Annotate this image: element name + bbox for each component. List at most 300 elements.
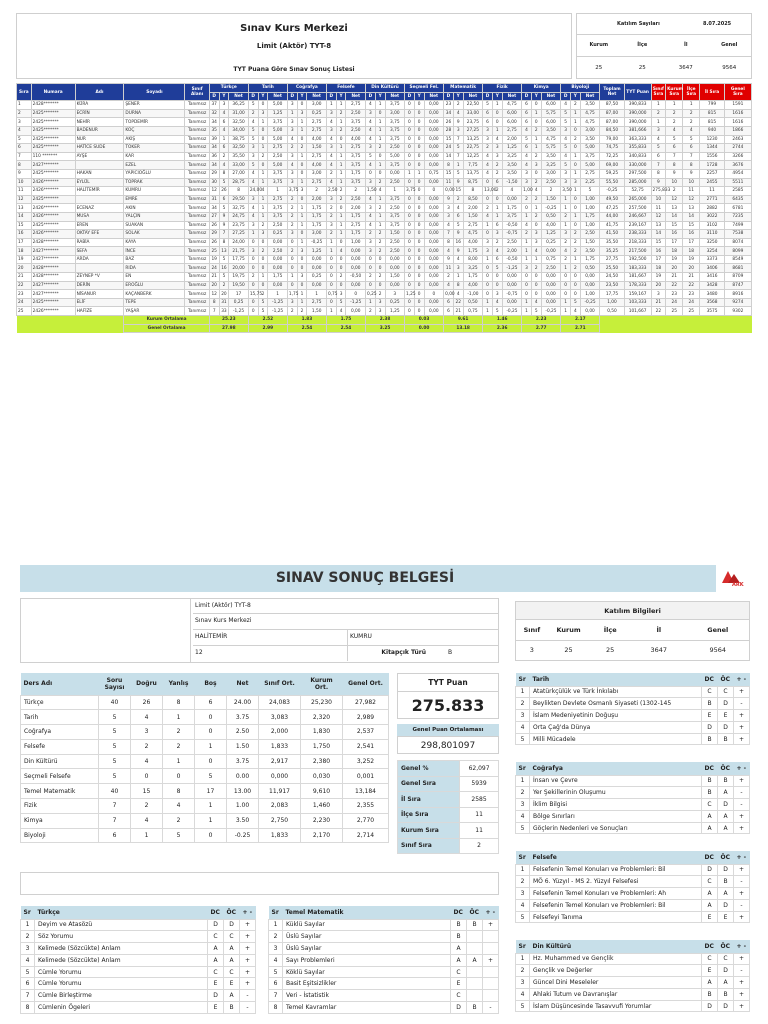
- table-cell: 2,50: [385, 144, 405, 153]
- results-cell: 8: [163, 695, 195, 710]
- table-cell: 3,50: [541, 152, 561, 161]
- table-cell: 0: [570, 126, 580, 135]
- table-cell: 5: [258, 298, 268, 307]
- table-cell: 1: [287, 273, 297, 282]
- results-cell: 6: [99, 828, 131, 843]
- table-cell: 11: [700, 187, 724, 196]
- table-cell: 0: [492, 118, 502, 127]
- topic-cell: A: [224, 954, 240, 966]
- topic-cell: 5: [21, 966, 35, 978]
- table-cell: 5: [219, 178, 229, 187]
- topic-cell: B: [702, 733, 718, 745]
- table-cell: 4: [248, 204, 258, 213]
- table-cell: HAKAN: [75, 169, 124, 178]
- topic-cell: Üslü Sayılar: [283, 943, 451, 955]
- table-cell: 9: [444, 255, 454, 264]
- results-cell: 1: [195, 799, 227, 814]
- table-cell: 0,00: [346, 281, 366, 290]
- table-cell: 0,00: [580, 273, 600, 282]
- table-cell: 1: [570, 212, 580, 221]
- table-cell: 6: [483, 109, 493, 118]
- table-cell: 3,00: [541, 169, 561, 178]
- table-cell: 1: [336, 101, 346, 110]
- table-cell: 1: [297, 126, 307, 135]
- table-cell: 0,00: [385, 255, 405, 264]
- table-cell: 5: [522, 135, 532, 144]
- table-cell: 1: [522, 298, 532, 307]
- table-cell: 1: [287, 109, 297, 118]
- table-cell: 23: [683, 290, 700, 299]
- table-cell: 0: [414, 264, 424, 273]
- table-cell: 0: [414, 273, 424, 282]
- table-cell: 0: [366, 281, 376, 290]
- table-cell: 0: [483, 273, 493, 282]
- table-cell: 4,75: [502, 101, 522, 110]
- tyt-score-value: 275.833: [397, 691, 499, 719]
- table-cell: 10: [651, 195, 666, 204]
- table-cell: 0,00: [502, 281, 522, 290]
- table-cell: 0: [570, 290, 580, 299]
- table-cell: 32,75: [229, 204, 249, 213]
- table-cell: 2,50: [346, 126, 366, 135]
- table-cell: 1: [336, 221, 346, 230]
- report-subtitle: TYT Puana Göre Sınav Sonuç Listesi: [233, 66, 355, 73]
- results-cell: 2: [163, 725, 195, 740]
- table-row: [17, 221, 752, 230]
- table-cell: 2425*******: [31, 126, 75, 135]
- results-cell: 2,083: [259, 799, 301, 814]
- table-cell: 1: [561, 307, 571, 316]
- table-cell: 11: [651, 204, 666, 213]
- table-cell: 0: [531, 118, 541, 127]
- results-cell: 5: [99, 725, 131, 740]
- table-cell: 2: [366, 230, 376, 239]
- table-cell: 8074: [724, 238, 751, 247]
- table-cell: 19: [17, 255, 32, 264]
- table-cell: 1,75: [346, 230, 366, 239]
- table-cell: 3,00: [307, 230, 327, 239]
- topic-cell: Atatürkçülük ve Türk İnkılabı: [530, 686, 702, 698]
- topic-cell: C: [451, 966, 467, 978]
- topic-cell: -: [734, 799, 750, 811]
- table-cell: 0,00: [502, 298, 522, 307]
- results-cell: 6: [195, 695, 227, 710]
- table-cell: 1: [297, 290, 307, 299]
- table-cell: ECENAZ: [75, 204, 124, 213]
- table-cell: 27,25: [229, 230, 249, 239]
- results-cell: 11,917: [259, 784, 301, 799]
- table-cell: 4,75: [463, 230, 483, 239]
- table-cell: 25: [209, 247, 219, 256]
- column-header: Türkçe: [209, 84, 248, 93]
- table-cell: 11: [17, 187, 32, 196]
- table-cell: 3,75: [268, 212, 288, 221]
- table-cell: 16: [17, 230, 32, 239]
- kb-value: 3647: [650, 646, 668, 654]
- topic-row: [516, 710, 750, 722]
- table-cell: 0: [405, 144, 415, 153]
- table-cell: 2427*******: [31, 290, 75, 299]
- table-cell: 1616: [724, 109, 751, 118]
- col-sr: Sr: [516, 940, 530, 953]
- table-cell: 5: [219, 204, 229, 213]
- table-cell: 0: [483, 281, 493, 290]
- topic-cell: +: [734, 710, 750, 722]
- topic-row: [516, 988, 750, 1000]
- table-cell: 0: [297, 161, 307, 170]
- topic-cell: B: [467, 1002, 483, 1014]
- table-cell: 16: [453, 238, 463, 247]
- table-cell: 0,00: [424, 307, 444, 316]
- table-cell: 2: [326, 230, 336, 239]
- table-cell: 0: [297, 169, 307, 178]
- topic-cell: Basit Eşitsizlikler: [283, 978, 451, 990]
- table-cell: 1: [297, 221, 307, 230]
- table-cell: 0: [414, 101, 424, 110]
- table-cell: 2425*******: [31, 118, 75, 127]
- col-plus-minus: + -: [240, 906, 256, 919]
- table-cell: 2455: [700, 178, 724, 187]
- table-cell: 19,50: [229, 281, 249, 290]
- topic-section-title: Türkçe: [35, 906, 208, 919]
- table-cell: 2: [346, 187, 366, 196]
- results-cell: 2,714: [343, 828, 389, 843]
- table-cell: 0: [405, 273, 415, 282]
- table-cell: 0,00: [307, 281, 327, 290]
- table-cell: 340,833: [624, 152, 651, 161]
- table-cell: 265,000: [624, 195, 651, 204]
- table-cell: 1: [570, 255, 580, 264]
- table-cell: 9: [17, 169, 32, 178]
- sub-header: Net: [463, 92, 483, 101]
- table-cell: 3373: [700, 255, 724, 264]
- topic-cell: Gençlik ve Değerler: [530, 965, 702, 977]
- table-row: [17, 247, 752, 256]
- topic-cell: E: [451, 978, 467, 990]
- table-cell: 29,50: [229, 195, 249, 204]
- table-cell: 17,75: [229, 255, 249, 264]
- table-cell: 6,00: [502, 118, 522, 127]
- table-cell: 0: [336, 204, 346, 213]
- table-cell: 381,666: [624, 126, 651, 135]
- table-cell: 0: [405, 298, 415, 307]
- topic-cell: C: [451, 990, 467, 1002]
- table-cell: YAPICIOĞLU: [124, 169, 185, 178]
- topic-cell: B: [451, 919, 467, 931]
- table-cell: 1,25: [385, 307, 405, 316]
- student-exam: Limit (Aktör) TYT-8: [193, 599, 498, 614]
- table-cell: 0,00: [424, 152, 444, 161]
- table-cell: 4: [522, 161, 532, 170]
- average-value: 1.83: [287, 316, 326, 325]
- table-cell: 33,00: [229, 161, 249, 170]
- table-cell: 11: [444, 264, 454, 273]
- topic-row: [516, 787, 750, 799]
- table-cell: 5,00: [268, 161, 288, 170]
- topic-cell: D: [718, 799, 734, 811]
- results-cell: 3,083: [259, 710, 301, 725]
- table-cell: 2: [492, 187, 502, 196]
- topic-cell: B: [702, 988, 718, 1000]
- topic-cell: -: [734, 787, 750, 799]
- table-cell: 5: [666, 135, 683, 144]
- topic-cell: B: [718, 876, 734, 888]
- average-value: 1.46: [483, 316, 522, 325]
- average-value: 3.25: [366, 324, 405, 333]
- topic-cell: C: [224, 931, 240, 943]
- table-cell: 1: [258, 204, 268, 213]
- topic-row: [516, 698, 750, 710]
- table-cell: 7: [651, 161, 666, 170]
- rank-row: [398, 807, 499, 823]
- table-cell: 32: [209, 109, 219, 118]
- table-cell: Tanımsız: [185, 230, 209, 239]
- results-cell: 1.50: [227, 739, 259, 754]
- table-cell: 1: [268, 187, 288, 196]
- table-cell: 1: [336, 118, 346, 127]
- topic-cell: 8: [21, 1002, 35, 1014]
- table-cell: 3: [453, 126, 463, 135]
- table-cell: 0: [405, 118, 415, 127]
- table-cell: 87,00: [600, 118, 624, 127]
- table-cell: 3,25: [463, 264, 483, 273]
- table-cell: Tanımsız: [185, 152, 209, 161]
- table-cell: 5: [483, 101, 493, 110]
- table-cell: 4: [366, 161, 376, 170]
- column-header: Adı: [75, 84, 124, 101]
- topic-cell: +: [734, 977, 750, 989]
- table-cell: 2427*******: [31, 161, 75, 170]
- table-cell: 2: [287, 221, 297, 230]
- table-cell: 6: [522, 109, 532, 118]
- topic-cell: C: [208, 931, 224, 943]
- table-cell: 1,50: [541, 195, 561, 204]
- table-cell: 0: [483, 230, 493, 239]
- table-cell: 0: [492, 109, 502, 118]
- table-cell: 2,00: [502, 135, 522, 144]
- table-cell: Tanımsız: [185, 290, 209, 299]
- table-cell: 35: [209, 126, 219, 135]
- topic-cell: [467, 990, 483, 1002]
- table-row: [17, 126, 752, 135]
- table-cell: 0: [405, 264, 415, 273]
- table-cell: 8: [229, 187, 249, 196]
- table-cell: 1,50: [307, 307, 327, 316]
- topic-row: [269, 978, 499, 990]
- table-cell: 15: [444, 169, 454, 178]
- table-cell: 3: [326, 195, 336, 204]
- table-cell: KUMRU: [124, 187, 185, 196]
- table-cell: Tanımsız: [185, 109, 209, 118]
- table-cell: 1,00: [523, 188, 533, 194]
- column-header: Coğrafya: [287, 84, 326, 93]
- table-cell: 1,50: [580, 238, 600, 247]
- table-cell: 2: [375, 230, 385, 239]
- table-cell: 2: [219, 152, 229, 161]
- table-cell: 4: [531, 187, 541, 196]
- table-cell: 4: [453, 109, 463, 118]
- table-cell: 3: [336, 290, 346, 299]
- turkce-topics-table: [20, 906, 256, 1014]
- table-cell: 7: [666, 152, 683, 161]
- table-cell: 101,667: [624, 307, 651, 316]
- rank-row: [398, 823, 499, 839]
- student-last-name: KUMRU: [350, 633, 372, 640]
- matematik-topics: [268, 906, 499, 1014]
- table-cell: 28: [444, 126, 454, 135]
- blank-cell: [17, 324, 124, 333]
- table-cell: 26: [209, 221, 219, 230]
- column-header: Kimya: [522, 84, 561, 93]
- table-cell: 1: [248, 230, 258, 239]
- table-cell: 55,50: [600, 178, 624, 187]
- table-cell: 8: [666, 161, 683, 170]
- table-cell: 3,75: [385, 195, 405, 204]
- table-cell: 6: [492, 178, 502, 187]
- topic-cell: -: [734, 899, 750, 911]
- table-cell: Tanımsız: [185, 212, 209, 221]
- table-cell: 3,75: [406, 188, 416, 194]
- table-cell: 285,000: [624, 178, 651, 187]
- topic-cell: A: [451, 954, 467, 966]
- table-cell: 1,00: [600, 298, 624, 307]
- table-cell: 5: [492, 307, 502, 316]
- table-cell: 4: [561, 135, 571, 144]
- table-cell: 0: [483, 195, 493, 204]
- table-cell: 0: [405, 195, 415, 204]
- notes-box: [20, 872, 499, 895]
- table-cell: 9: [444, 195, 454, 204]
- table-cell: 6: [492, 221, 502, 230]
- table-cell: 24,50: [600, 273, 624, 282]
- topic-header-row: [516, 762, 750, 775]
- col-plus-minus: + -: [734, 940, 750, 953]
- table-cell: 21: [453, 307, 463, 316]
- table-cell: 238,333: [624, 230, 651, 239]
- sub-header: Y: [336, 92, 346, 101]
- table-cell: 2: [219, 281, 229, 290]
- table-cell: 2: [326, 169, 336, 178]
- topic-cell: 2: [516, 965, 530, 977]
- gp-avg-label: Genel Puan Ortalaması: [397, 724, 499, 736]
- table-cell: 17,75: [600, 290, 624, 299]
- table-cell: 3: [258, 109, 268, 118]
- stat-value: 25: [595, 65, 603, 71]
- topic-cell: -: [240, 990, 256, 1002]
- table-cell: 2: [375, 290, 385, 299]
- table-cell: 1: [561, 298, 571, 307]
- table-cell: 940: [700, 126, 724, 135]
- topic-cell: +: [240, 931, 256, 943]
- table-cell: 799: [700, 101, 724, 110]
- table-cell: 0: [522, 290, 532, 299]
- average-value: 2.36: [483, 324, 522, 333]
- topic-cell: +: [240, 919, 256, 931]
- table-cell: 2: [248, 109, 258, 118]
- table-cell: 18: [666, 247, 683, 256]
- table-cell: 0: [531, 273, 541, 282]
- col-oc: ÖC: [718, 851, 734, 864]
- topic-cell: D: [224, 919, 240, 931]
- table-cell: 22: [17, 281, 32, 290]
- topic-cell: A: [718, 822, 734, 834]
- felsefe-topics: [515, 851, 750, 923]
- table-cell: DERİN: [75, 281, 124, 290]
- topic-cell: +: [734, 988, 750, 1000]
- topic-cell: D: [718, 721, 734, 733]
- sub-header: D: [561, 92, 571, 101]
- table-cell: 2,75: [463, 221, 483, 230]
- results-row: [21, 769, 389, 784]
- topic-section-title: Din Kültürü: [530, 940, 702, 953]
- booklet-label: Kitapçık Türü: [381, 649, 426, 656]
- table-cell: 4: [453, 255, 463, 264]
- table-cell: 0,00: [424, 126, 444, 135]
- table-cell: 0,00: [541, 273, 561, 282]
- table-cell: 2: [366, 273, 376, 282]
- results-cell: Felsefe: [21, 739, 99, 754]
- table-cell: 1: [405, 169, 415, 178]
- table-cell: 4: [366, 126, 376, 135]
- results-cell: 2: [163, 739, 195, 754]
- topic-cell: B: [718, 775, 734, 787]
- table-cell: 1: [375, 118, 385, 127]
- table-cell: 4,00: [541, 221, 561, 230]
- table-cell: 9: [651, 178, 666, 187]
- column-header: İl Sıra: [700, 84, 724, 101]
- table-cell: 5: [453, 169, 463, 178]
- table-cell: 20: [651, 281, 666, 290]
- sub-header: D: [405, 92, 415, 101]
- col-dc: DC: [702, 940, 718, 953]
- topic-row: [269, 954, 499, 966]
- table-cell: Tanımsız: [185, 118, 209, 127]
- table-cell: 0: [561, 281, 571, 290]
- table-cell: 4,00: [463, 281, 483, 290]
- table-cell: -0,25: [541, 204, 561, 213]
- table-cell: 6: [683, 144, 700, 153]
- table-cell: 4: [326, 118, 336, 127]
- topic-cell: [483, 943, 499, 955]
- table-cell: 0: [336, 281, 346, 290]
- sub-header: D: [444, 92, 454, 101]
- table-cell: EMRE: [124, 195, 185, 204]
- results-cell: 5: [99, 710, 131, 725]
- table-cell: 19: [209, 255, 219, 264]
- table-cell: 3: [287, 230, 297, 239]
- table-row: [17, 118, 752, 127]
- topic-cell: A: [208, 943, 224, 955]
- table-cell: 20: [666, 264, 683, 273]
- table-row: [17, 101, 752, 110]
- table-cell: 14: [666, 212, 683, 221]
- topic-cell: Ahlaki Tutum ve Davranışlar: [530, 988, 702, 1000]
- table-cell: 1: [570, 169, 580, 178]
- table-cell: 12: [209, 290, 219, 299]
- table-cell: 0: [346, 290, 366, 299]
- table-row: [17, 255, 752, 264]
- table-cell: -0,25: [541, 307, 561, 316]
- table-cell: 4: [522, 152, 532, 161]
- average-row: [17, 324, 752, 333]
- table-cell: 23: [444, 101, 454, 110]
- table-cell: 3266: [724, 152, 751, 161]
- table-cell: 3416: [700, 273, 724, 282]
- table-cell: 21: [209, 273, 219, 282]
- table-cell: 3: [483, 135, 493, 144]
- average-value: 2.71: [561, 324, 600, 333]
- table-cell: 4: [17, 126, 32, 135]
